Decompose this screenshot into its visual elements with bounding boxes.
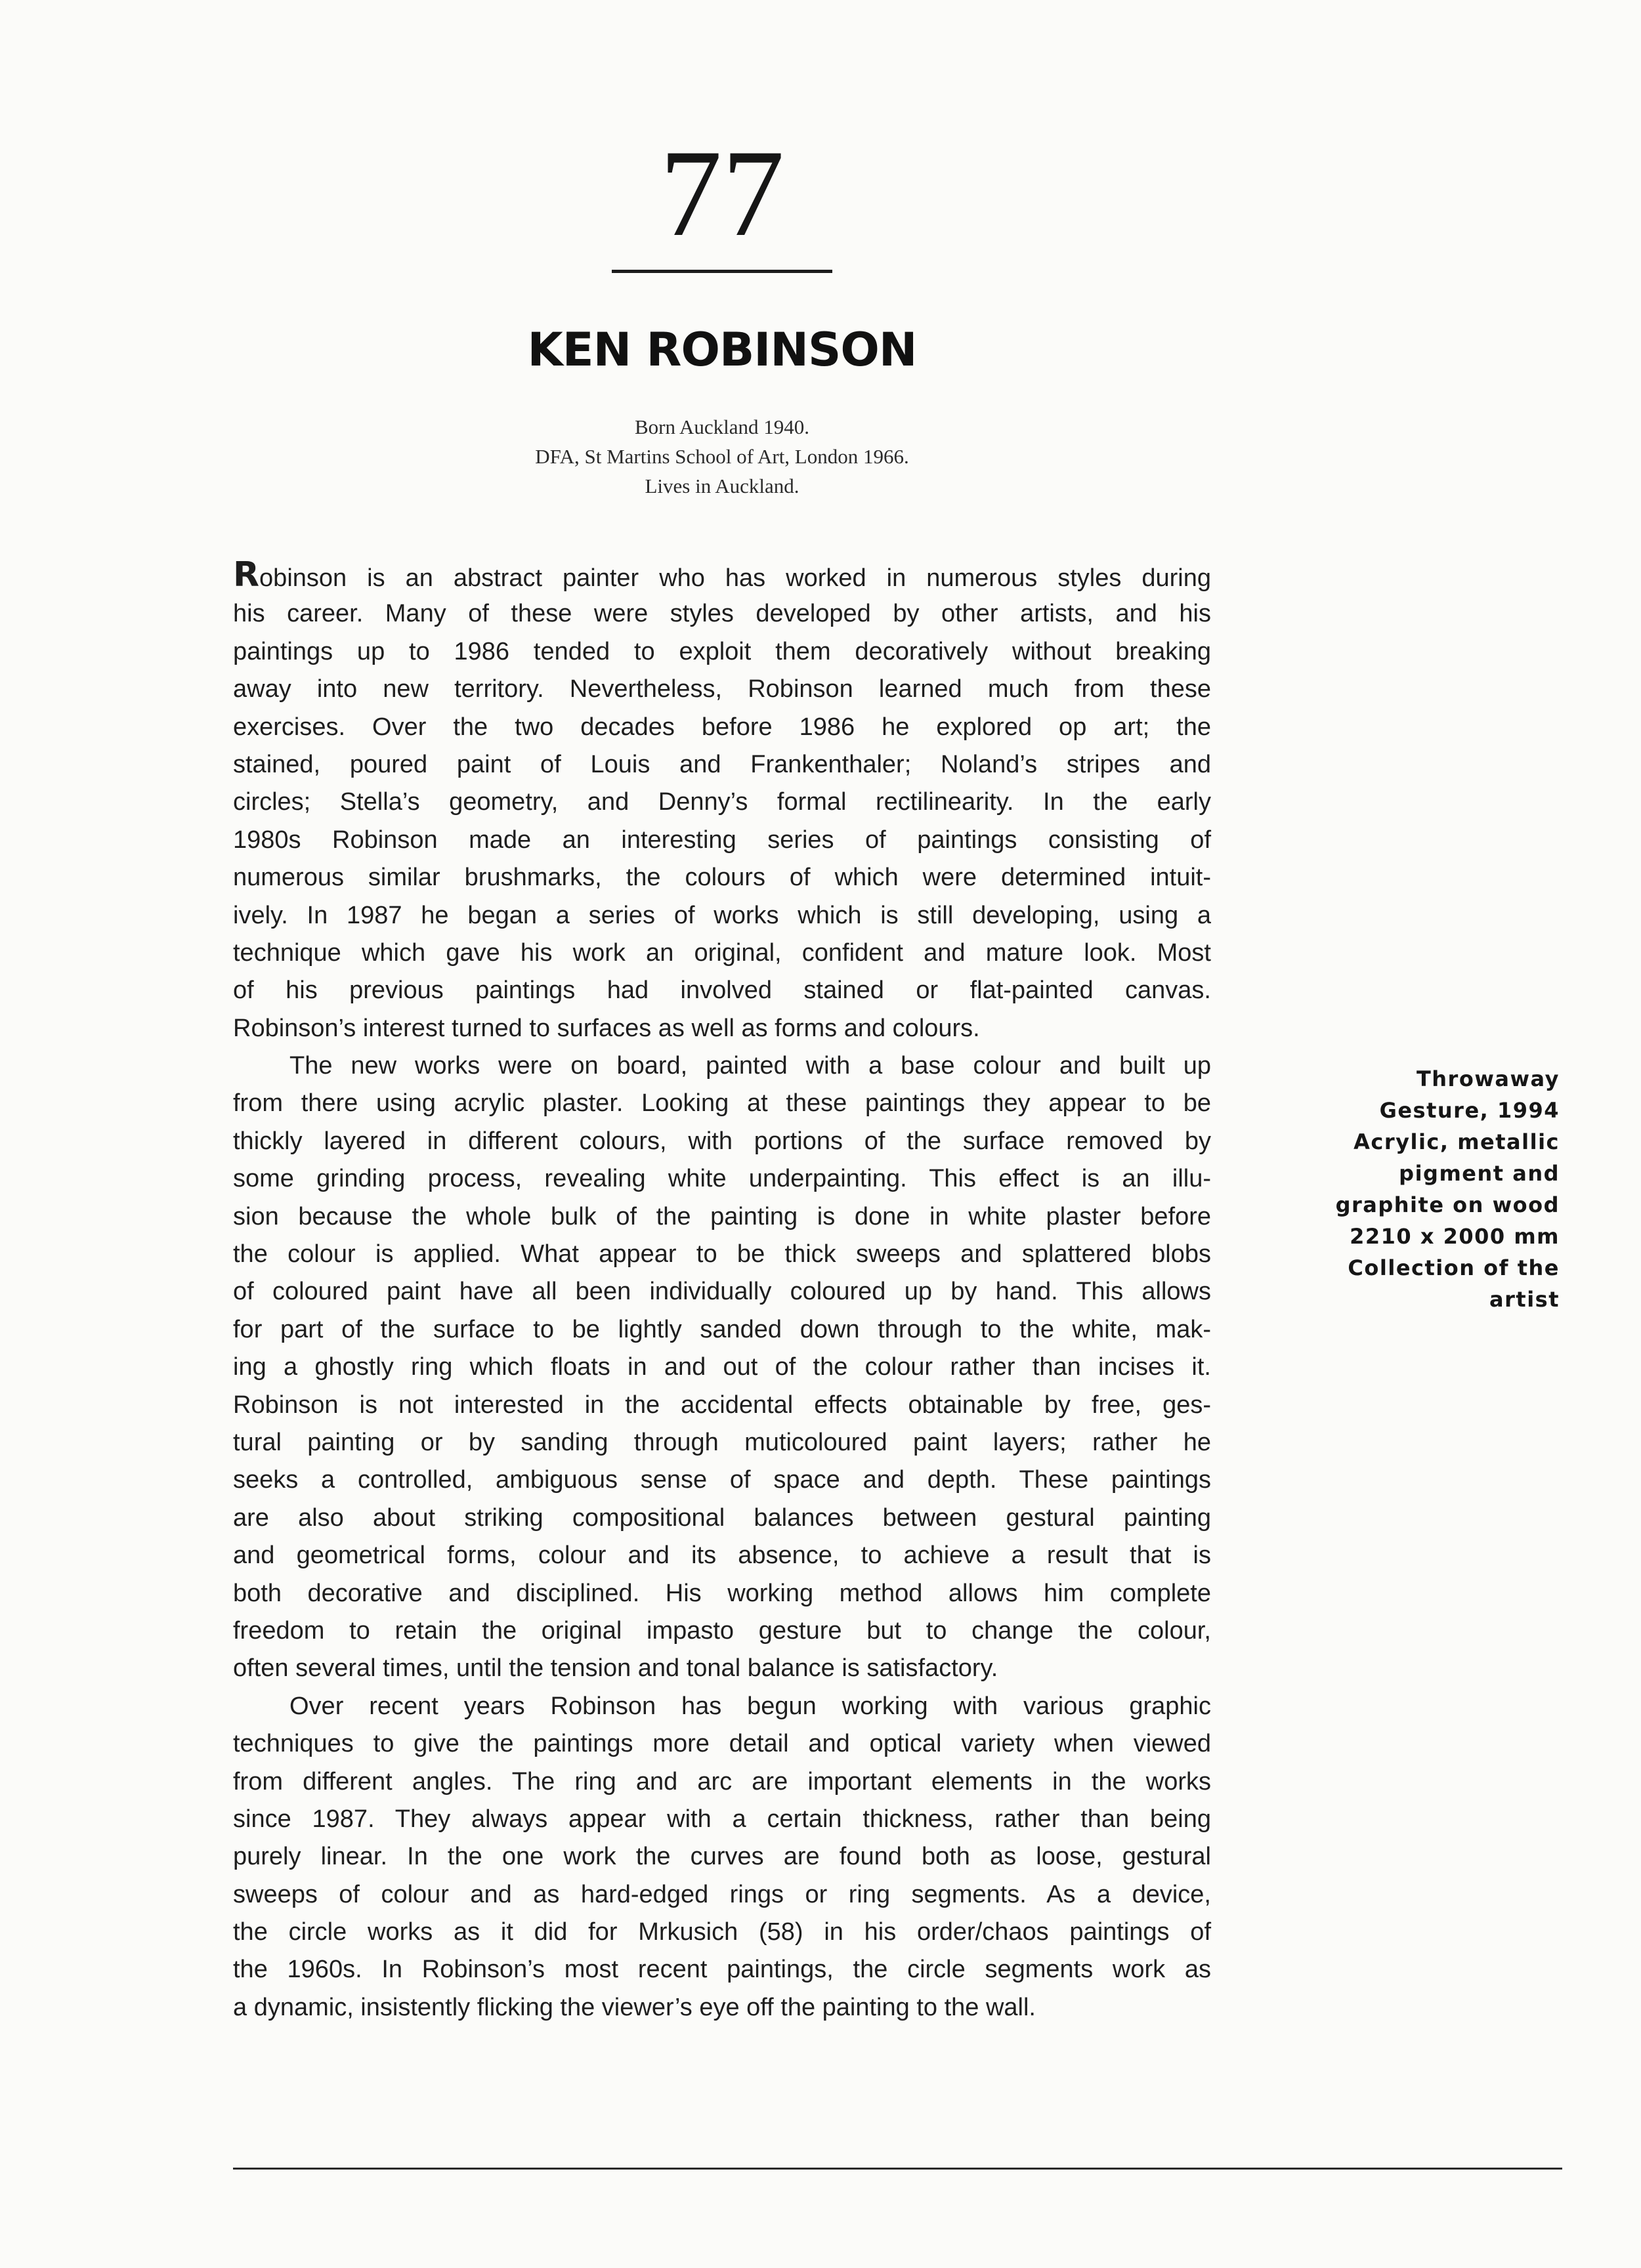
artist-bio — [0, 412, 1444, 501]
paragraph-line: away into new territory. Nevertheless, Robinson learned much from these — [233, 675, 1211, 704]
caption-line-collection: artist — [1489, 1287, 1560, 1312]
paragraph-line: techniques to give the paintings more detail and optical variety when viewed — [233, 1730, 1211, 1758]
paragraph-line: thickly layered in different colours, with portions of the surface removed by — [233, 1127, 1211, 1155]
paragraph-line: freedom to retain the original impasto gesture but to change the colour, — [233, 1616, 1211, 1645]
paragraph-line: some grinding process, revealing white underpainting. This effect is an illu- — [233, 1165, 1211, 1193]
paragraph-line: The new works were on board, painted with a base colour and built up — [289, 1052, 1211, 1080]
paragraph-line: since 1987. They always appear with a certain thickness, rather than being — [233, 1805, 1211, 1833]
essay-paragraph-2 — [233, 1047, 1211, 1688]
page-number: 77 — [660, 125, 784, 262]
paragraph-line: are also about striking compositional balances between gestural painting — [233, 1503, 1211, 1532]
paragraph-line: the colour is applied. What appear to be thick sweeps and splattered blobs — [233, 1240, 1211, 1269]
caption-line-collection: Collection of the — [1348, 1255, 1560, 1280]
paragraph-line: Over recent years Robinson has begun working with various graphic — [289, 1692, 1211, 1720]
caption-line-title: Throwaway — [1416, 1066, 1560, 1091]
paragraph-line: seeks a controlled, ambiguous sense of space and depth. These paintings — [233, 1466, 1211, 1494]
paragraph-line: purely linear. In the one work the curves are found both as loose, gestural — [233, 1843, 1211, 1871]
essay-paragraph-1 — [233, 555, 1211, 1047]
paragraph-line: both decorative and disciplined. His working method allows him complete — [233, 1579, 1211, 1607]
paragraph-line: ing a ghostly ring which floats in and out of the colour rather than incises it. — [233, 1353, 1211, 1381]
paragraph-line: of his previous paintings had involved stained or flat-painted canvas. — [233, 976, 1211, 1005]
paragraph-line: exercises. Over the two decades before 1986 he explored op art; the — [233, 713, 1211, 741]
paragraph-line: ively. In 1987 he began a series of works which is still developing, using a — [233, 901, 1211, 929]
paragraph-line: the circle works as it did for Mrkusich (58) in his order/chaos paintings of — [233, 1918, 1211, 1946]
paragraph-line: and geometrical forms, colour and its absence, to achieve a result that is — [233, 1542, 1211, 1570]
paragraph-line: of coloured paint have all been individually coloured up by hand. This allows — [233, 1278, 1211, 1306]
paragraph-line: tural painting or by sanding through muticoloured paint layers; rather he — [233, 1428, 1211, 1456]
paragraph-line: sweeps of colour and as hard-edged rings or ring segments. As a device, — [233, 1880, 1211, 1908]
paragraph-line: sion because the whole bulk of the painting is done in white plaster before — [233, 1202, 1211, 1230]
paragraph-line: circles; Stella’s geometry, and Denny’s formal rectilinearity. In the early — [233, 788, 1211, 816]
caption-line-medium: graphite on wood — [1335, 1192, 1560, 1217]
artwork-caption — [1284, 1063, 1560, 1315]
paragraph-line: numerous similar brushmarks, the colours of which were determined intuit- — [233, 864, 1211, 892]
drop-cap: R — [233, 555, 260, 595]
caption-line-dimensions: 2210 x 2000 mm — [1350, 1224, 1560, 1249]
caption-line-title-year: Gesture, 1994 — [1379, 1098, 1560, 1123]
paragraph-line: Robinson’s interest turned to surfaces as well as forms and colours. — [233, 1014, 980, 1042]
caption-line-medium: pigment and — [1399, 1161, 1560, 1186]
paragraph-line: 1980s Robinson made an interesting series of paintings consisting of — [233, 826, 1211, 854]
caption-line-medium: Acrylic, metallic — [1353, 1129, 1560, 1154]
paragraph-line: his career. Many of these were styles developed by other artists, and his — [233, 600, 1211, 628]
paragraph-line: from different angles. The ring and arc are important elements in the works — [233, 1767, 1211, 1796]
page-number-rule — [612, 270, 832, 273]
bio-line-education: DFA, St Martins School of Art, London 1966. — [535, 445, 909, 468]
paragraph-line: a dynamic, insistently flicking the viewer’s eye off the painting to the wall. — [233, 1993, 1036, 2021]
paragraph-line: the 1960s. In Robinson’s most recent paintings, the circle segments work as — [233, 1956, 1211, 1984]
bio-line-birth: Born Auckland 1940. — [634, 415, 810, 438]
paragraph-line: for part of the surface to be lightly sanded down through to the white, mak- — [233, 1315, 1211, 1343]
paragraph-line — [233, 555, 1211, 595]
bio-line-residence: Lives in Auckland. — [645, 474, 799, 497]
footer-rule — [233, 2168, 1562, 2170]
paragraph-line: paintings up to 1986 tended to exploit them decoratively without breaking — [233, 637, 1211, 665]
paragraph-line: often several times, until the tension and tonal balance is satisfactory. — [233, 1654, 998, 1683]
paragraph-line: stained, poured paint of Louis and Frankenthaler; Noland’s stripes and — [233, 750, 1211, 778]
paragraph-line-text: obinson is an abstract painter who has worked in numerous styles during — [259, 564, 1211, 592]
paragraph-line: from there using acrylic plaster. Looking at these paintings they appear to be — [233, 1089, 1211, 1118]
essay-paragraph-3 — [233, 1688, 1211, 2027]
paragraph-line: Robinson is not interested in the accidental effects obtainable by free, ges- — [233, 1391, 1211, 1419]
essay-body — [233, 555, 1211, 2026]
paragraph-line: technique which gave his work an original, confident and mature look. Most — [233, 938, 1211, 967]
artist-name-heading: KEN ROBINSON — [527, 323, 917, 377]
